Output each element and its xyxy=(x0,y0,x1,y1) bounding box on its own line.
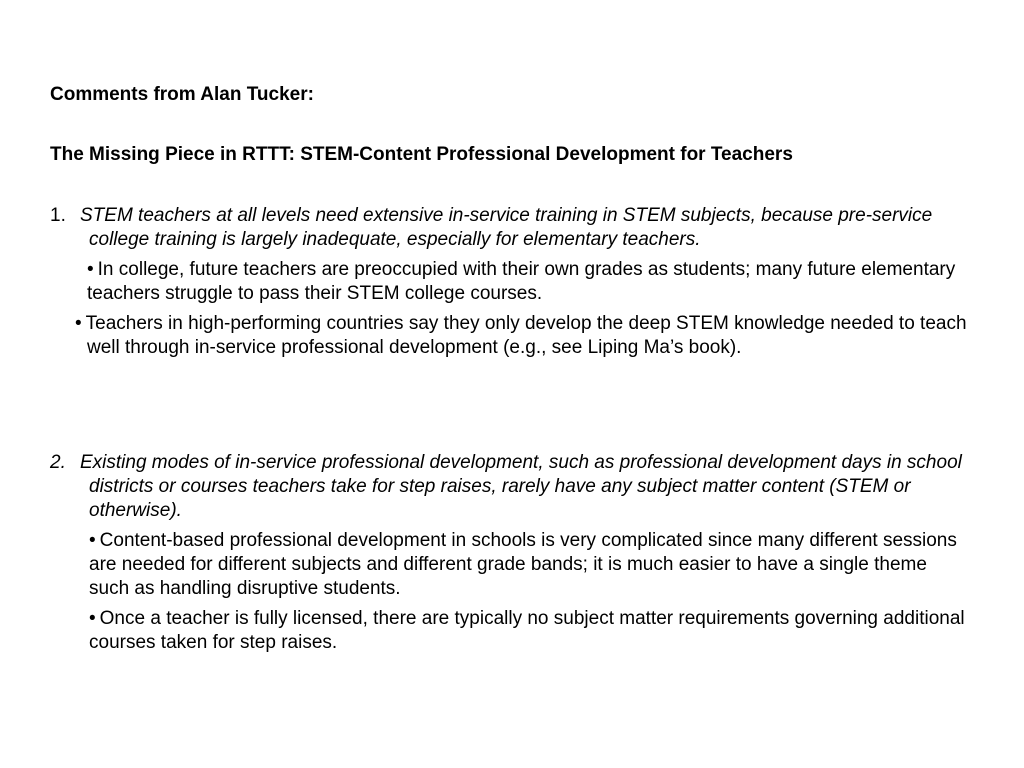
bullet-icon: • xyxy=(89,530,96,551)
point-2-bullet-1 xyxy=(50,529,970,601)
bullet-text: Content-based professional development in schools is very complicated since many different sessions are needed for different subjects and different grade bands; it is much easier to have a single theme such as handling disruptive students. xyxy=(89,530,957,599)
point-1-bullet-2 xyxy=(48,312,970,360)
point-1 xyxy=(50,204,970,360)
bullet-icon: • xyxy=(89,608,96,629)
bullet-text: In college, future teachers are preoccupied with their own grades as students; many future elementary teachers struggle to pass their STEM college courses. xyxy=(87,259,956,304)
point-1-text: STEM teachers at all levels need extensive in-service training in STEM subjects, because pre-service college training is largely inadequate, especially for elementary teachers. xyxy=(80,205,933,250)
point-1-number: 1. xyxy=(50,205,66,226)
comments-heading: Comments from Alan Tucker: xyxy=(50,84,314,105)
point-2-bullet-2 xyxy=(50,607,970,655)
point-1-bullet-1 xyxy=(48,258,970,306)
point-2-number: 2. xyxy=(50,452,66,473)
slide-title: The Missing Piece in RTTT: STEM-Content Professional Development for Teachers xyxy=(50,144,793,165)
bullet-icon: • xyxy=(75,313,82,334)
bullet-text: Teachers in high-performing countries say they only develop the deep STEM knowledge needed to teach well through in-service professional development (e.g., see Liping Ma’s book). xyxy=(85,313,967,358)
point-2-text: Existing modes of in-service professional development, such as professional development days in school districts or courses teachers take for step raises, rarely have any subject matter content (STEM or otherwise). xyxy=(80,452,962,521)
point-1-statement xyxy=(50,204,970,252)
bullet-text: Once a teacher is fully licensed, there are typically no subject matter requirements governing additional courses taken for step raises. xyxy=(89,608,965,653)
point-2-statement xyxy=(50,451,970,523)
point-2 xyxy=(50,451,970,655)
bullet-icon: • xyxy=(87,259,94,280)
